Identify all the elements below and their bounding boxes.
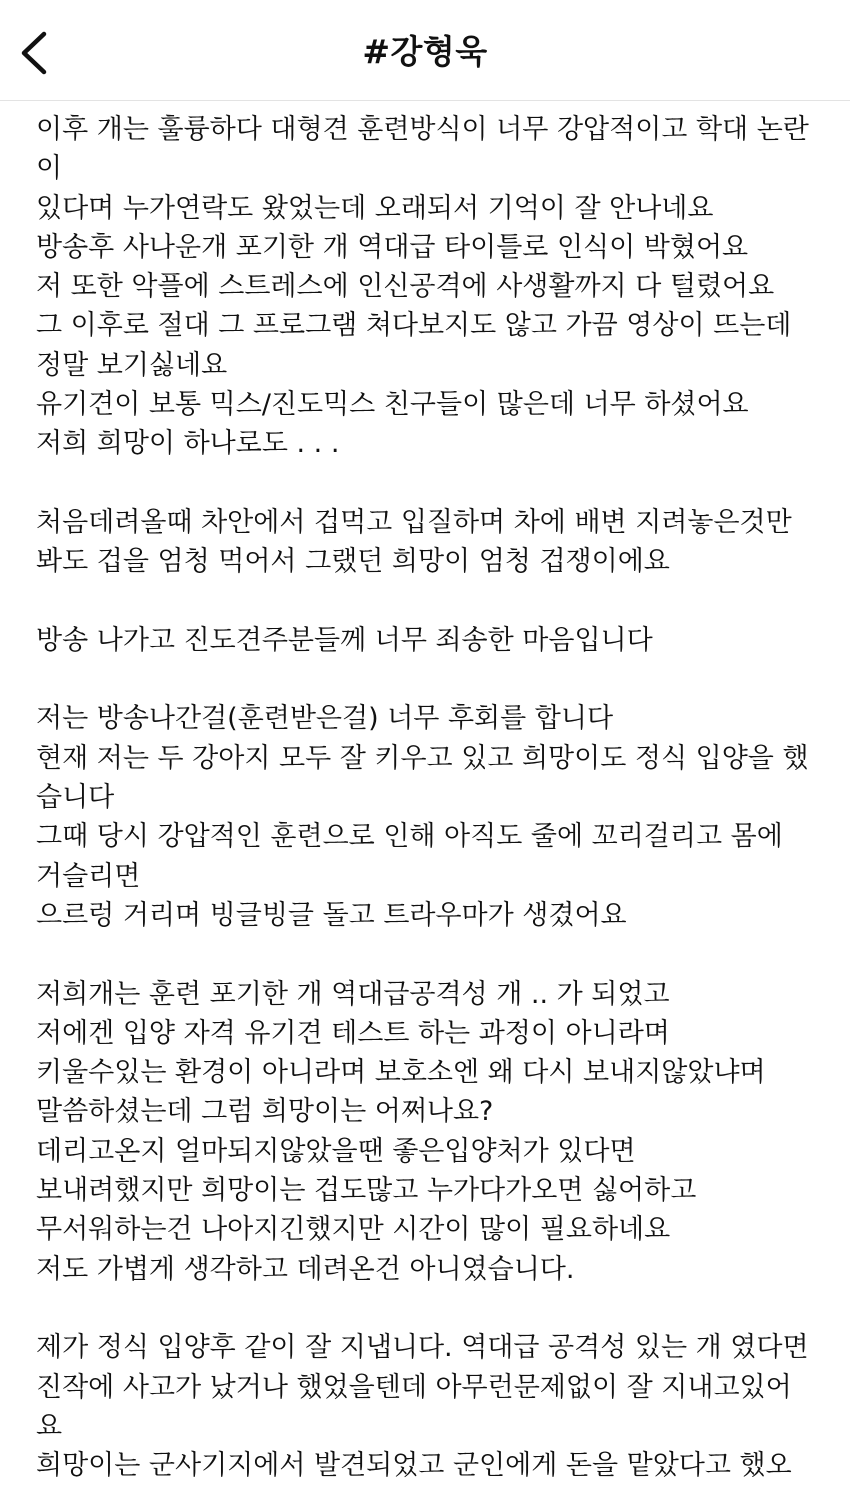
post-text-line: 습니다	[36, 782, 115, 814]
post-text-line: 거슬리면	[36, 860, 141, 892]
post-text-line: 저에겐 입양 자격 유기견 테스트 하는 과정이 아니라며	[36, 1017, 670, 1049]
post-text-line: 제가 정식 입양후 같이 잘 지냅니다. 역대급 공격성 있는 개 였다면	[36, 1332, 809, 1364]
post-text-line: 있다며 누가연락도 왔었는데 오래되서 기억이 잘 안나네요	[36, 192, 714, 224]
post-text-line: 희망이는 군사기지에서 발견되었고 군인에게 돈을 맡았다고 했오	[36, 1450, 792, 1482]
post-text-line: 보내려했지만 희망이는 겁도많고 누가다가오면 싫어하고	[36, 1175, 697, 1207]
post-text-line	[36, 1289, 826, 1328]
post-text-line: 방송후 사나운개 포기한 개 역대급 타이틀로 인식이 박혔어요	[36, 231, 749, 263]
post-text-line: 현재 저는 두 강아지 모두 잘 키우고 있고 희망이도 정식 입양을 했	[36, 742, 809, 774]
post-text-line: 봐도 겁을 엄청 먹어서 그랬던 희망이 엄청 겁쟁이에요	[36, 546, 670, 578]
post-text-line: 방송 나가고 진도견주분들께 너무 죄송한 마음입니다	[36, 624, 653, 656]
post-text-line: 말씀하셨는데 그럼 희망이는 어쩌나요?	[36, 1096, 494, 1128]
post-text-line: 요	[36, 1410, 63, 1442]
post-text-line: 으르렁 거리며 빙글빙글 돌고 트라우마가 생겼어요	[36, 899, 627, 931]
page-title: #강형욱	[362, 32, 488, 71]
post-text-line: 처음데려올때 차안에서 겁먹고 입질하며 차에 배변 지려놓은것만	[36, 506, 792, 538]
post-text-line: 저 또한 악플에 스트레스에 인신공격에 사생활까지 다 털렸어요	[36, 271, 775, 303]
post-text-line: 그 이후로 절대 그 프로그램 쳐다보지도 않고 가끔 영상이 뜨는데	[36, 310, 792, 342]
post-text-line: 정말 보기싫네요	[36, 349, 228, 381]
post-text-line	[36, 935, 826, 974]
post-text-line	[36, 660, 826, 699]
post-text-line: 저도 가볍게 생각하고 데려온건 아니였습니다.	[36, 1253, 575, 1285]
post-text-line: 유기견이 보통 믹스/진도믹스 친구들이 많은데 너무 하셨어요	[36, 389, 749, 421]
post-text-line: 그때 당시 강압적인 훈련으로 인해 아직도 줄에 꼬리걸리고 몸에	[36, 821, 783, 853]
post-text-line: 이	[36, 153, 63, 185]
post-text-line: 저는 방송나간걸(훈련받은걸) 너무 후회를 합니다	[36, 703, 614, 735]
post-text-line: 저희 희망이 하나로도 . . .	[36, 428, 340, 460]
post-text-line: 무서워하는건 나아지긴했지만 시간이 많이 필요하네요	[36, 1214, 671, 1246]
post-text-line: 진작에 사고가 났거나 했었을텐데 아무런문제없이 잘 지내고있어	[36, 1371, 792, 1403]
post-text-line: 저희개는 훈련 포기한 개 역대급공격성 개 .. 가 되었고	[36, 978, 670, 1010]
post-text-line: 데리고온지 얼마되지않았을땐 좋은입양처가 있다면	[36, 1135, 636, 1167]
post-text-line: 키울수있는 환경이 아니라며 보호소엔 왜 다시 보내지않았냐며	[36, 1057, 766, 1089]
top-bar	[0, 0, 850, 101]
post-text-line	[36, 464, 826, 503]
post-text-line: 이후 개는 훌륭하다 대형견 훈련방식이 너무 강압적이고 학대 논란	[36, 114, 809, 145]
post-body	[36, 110, 826, 1485]
post-text-line	[36, 582, 826, 621]
